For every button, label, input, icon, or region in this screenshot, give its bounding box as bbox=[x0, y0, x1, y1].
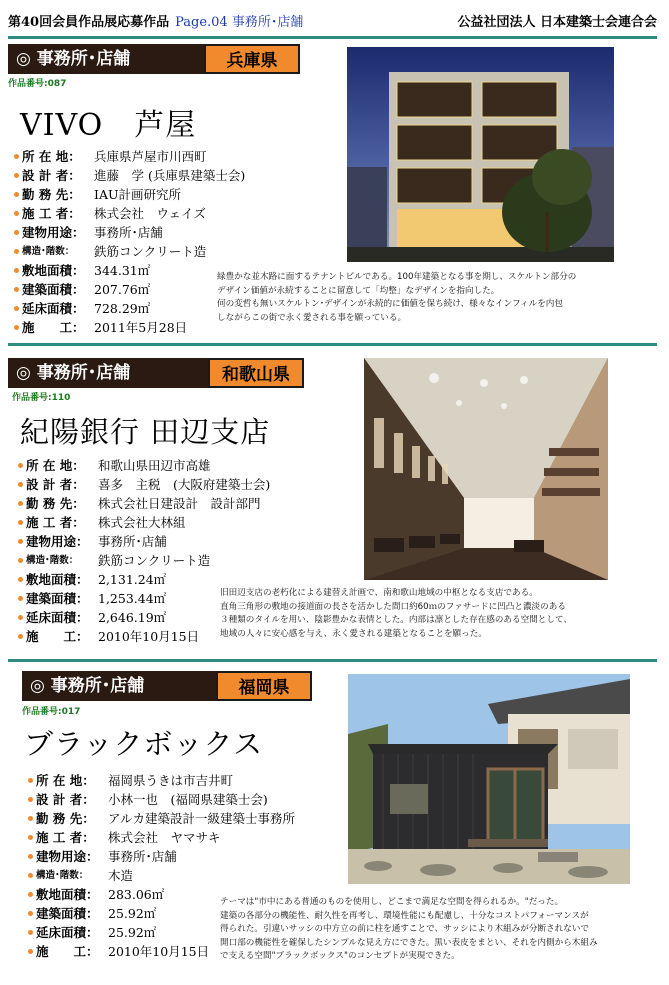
bullet-icon bbox=[14, 325, 19, 330]
work-title: ブラックボックス bbox=[24, 727, 264, 761]
bullet-icon bbox=[28, 816, 33, 821]
entry-017: ◎ 事務所･店舗 福岡県 作品番号:017 ブラックボックス 所 在 地： 福岡県うきは市吉井町 設 計 者： 小林一也 (福岡県建築士会) 勤 務 先： アルカ建築設計一級建築士事務所 施 工 者： 株式会社 ヤマサキ 建物用途： 事務所･店舗 構造･階数： 木造 敷地面積： 283.06㎡ 建築面積： 25.92㎡ 延床面積： 25.92㎡ 施 工： 2010年10月15日 テーマは"市中にある普通のものを使用し、どこまで満足な空間を得られるか。"だった。 建築の各部分の機能性、耐久性を再考し、環境性能にも配慮し、十分なコストパフォーマンスが 得られた。引違いサッシの中方立の前に柱を通すことで、サッシにより木組みが分断されないで 開口部の機能性を確保したシンプルな見え方にできた。黒い表皮をまとい、それを内側から木組み で支える空間"ブラックボックス"のコンセプトが実現できた。 bbox=[0, 662, 669, 985]
prefecture-badge: 和歌山県 bbox=[208, 358, 304, 388]
exhibition-title: 第40回会員作品展応募作品 bbox=[8, 15, 170, 30]
bullet-icon bbox=[28, 949, 33, 954]
bullet-icon bbox=[18, 501, 23, 506]
work-description: 旧田辺支店の老朽化による建替え計画で、南和歌山地域の中枢となる支店である。 直角三角形の敷地の接道面の長さを活かした間口約60ｍのファサードに凹凸と濃淡のある ３種類のタイルを用い、陰影豊かな表情とした。内部は凛とした存在感のある空間として、 地域の人々に安心感を与え、永く愛される建築となることを願った。 bbox=[220, 588, 573, 639]
work-description: 緑豊かな並木路に面するテナントビルである。100年建築となる事を期し、スケルトン部分の デザイン価値が永続することに留意して「均整」なデザインを指向した。 何の変哲も無いスケルトン･デザインが永続的に価値を保ち続け、様々なインフィルを内包 しながらこの街で永く愛される事を願っている。 bbox=[217, 272, 577, 323]
bullet-icon bbox=[28, 873, 33, 878]
house-photo bbox=[348, 674, 630, 884]
bullet-icon bbox=[14, 192, 19, 197]
work-number: 作品番号:110 bbox=[12, 393, 71, 403]
bullet-icon bbox=[28, 930, 33, 935]
entry-087: ◎ 事務所･店舗 兵庫県 作品番号:087 VIVO 芦屋 所 在 地： 兵庫県芦屋市川西町 設 計 者： 進藤 学 (兵庫県建築士会) 勤 務 先： IAU計画研究所 施 工 者： 株式会社 ウェイズ 建物用途： 事務所･店舗 構造･階数： 鉄筋コンクリート造 敷地面積： 344.31㎡ 建築面積： 207.76㎡ 延床面積： 728.29㎡ 施 工： 2011年5月28日 緑豊かな並木路に面するテナントビルである。100年建築となる事を期し、スケルトン部分の デザイン価値が永続することに留意して「均整」なデザインを指向した。 何の変哲も無いスケルトン･デザインが永続的に価値を保ち続け、様々なインフィルを内包 しながらこの街で永く愛される事を願っている。 bbox=[0, 40, 669, 343]
bullet-icon bbox=[28, 797, 33, 802]
bullet-icon bbox=[18, 596, 23, 601]
bullet-icon bbox=[18, 558, 23, 563]
bullet-icon bbox=[18, 634, 23, 639]
bullet-icon bbox=[14, 154, 19, 159]
bullet-icon bbox=[28, 778, 33, 783]
bullet-icon bbox=[14, 268, 19, 273]
bullet-icon bbox=[28, 854, 33, 859]
bullet-icon bbox=[14, 287, 19, 292]
page-header bbox=[0, 0, 669, 36]
header-title-group bbox=[8, 11, 303, 30]
bullet-icon bbox=[18, 463, 23, 468]
entry-110: ◎ 事務所･店舗 和歌山県 作品番号:110 紀陽銀行 田辺支店 所 在 地： 和歌山県田辺市高雄 設 計 者： 喜多 主税 (大阪府建築士会) 勤 務 先： 株式会社日建設計 設計部門 施 工 者： 株式会社大林組 建物用途： 事務所･店舗 構造･階数： 鉄筋コンクリート造 敷地面積： 2,131.24㎡ 建築面積： 1,253.44㎡ 延床面積： 2,646.19㎡ 施 工： 2010年10月15日 旧田辺支店の老朽化による建替え計画で、南和歌山地域の中枢となる支店である。 直角三角形の敷地の接道面の長さを活かした間口約60ｍのファサードに凹凸と濃淡のある ３種類のタイルを用い、陰影豊かな表情とした。内部は凛とした存在感のある空間として、 地域の人々に安心感を与え、永く愛される建築となることを願った。 bbox=[0, 346, 669, 659]
bullet-icon bbox=[14, 249, 19, 254]
bullet-icon bbox=[18, 482, 23, 487]
category-label: ◎ 事務所･店舗 bbox=[22, 671, 216, 701]
bullet-icon bbox=[18, 520, 23, 525]
organization-name: 公益社団法人 日本建築士会連合会 bbox=[457, 15, 657, 30]
bullet-icon bbox=[14, 230, 19, 235]
work-title: VIVO 芦屋 bbox=[20, 108, 197, 143]
category-label: ◎ 事務所･店舗 bbox=[8, 44, 204, 74]
bullet-icon bbox=[14, 211, 19, 216]
category-label: ◎ 事務所･店舗 bbox=[8, 358, 208, 388]
work-number: 作品番号:017 bbox=[22, 707, 81, 717]
work-title: 紀陽銀行 田辺支店 bbox=[20, 415, 271, 449]
page-label: Page.04 事務所･店舗 bbox=[175, 15, 304, 30]
bullet-icon bbox=[18, 539, 23, 544]
bullet-icon bbox=[28, 892, 33, 897]
bullet-icon bbox=[18, 577, 23, 582]
building-photo bbox=[347, 47, 614, 262]
bullet-icon bbox=[18, 615, 23, 620]
prefecture-badge: 兵庫県 bbox=[204, 44, 300, 74]
bullet-icon bbox=[14, 306, 19, 311]
bullet-icon bbox=[28, 835, 33, 840]
work-description: テーマは"市中にある普通のものを使用し、どこまで満足な空間を得られるか。"だった。 建築の各部分の機能性、耐久性を再考し、環境性能にも配慮し、十分なコストパフォーマンスが 得られた。引違いサッシの中方立の前に柱を通すことで、サッシにより木組みが分断されないで 開口部の機能性を確保したシンプルな見え方にできた。黒い表皮をまとい、それを内側から木組み で支える空間"ブラックボックス"のコンセプトが実現できた。 bbox=[220, 897, 598, 961]
bullet-icon bbox=[14, 173, 19, 178]
interior-photo bbox=[364, 358, 608, 580]
work-number: 作品番号:087 bbox=[8, 79, 67, 89]
prefecture-badge: 福岡県 bbox=[216, 671, 312, 701]
bullet-icon bbox=[28, 911, 33, 916]
header-divider bbox=[8, 36, 657, 39]
